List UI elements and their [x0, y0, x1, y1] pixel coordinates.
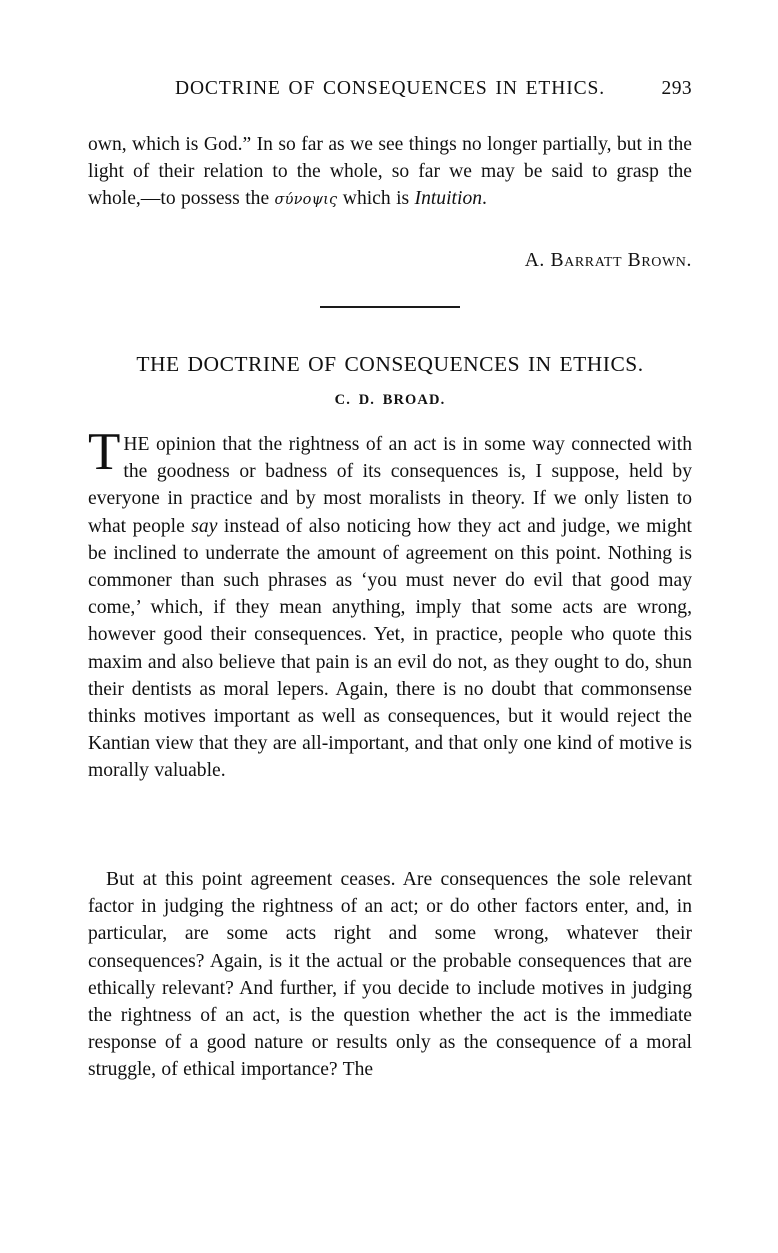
divider-rule — [320, 306, 460, 308]
running-head — [88, 78, 692, 104]
article-byline: C. D. BROAD. — [334, 392, 446, 408]
drop-cap: T — [88, 423, 121, 481]
paragraph-two: But at this point agreement ceases. Are consequences the sole relevant factor in judging the rightness of an act; or do other factors enter, and, in particular, are some acts right and some wrong, whatever their consequences? Again, is it the actual or the probable consequences that are ethically relevant? And further, if you decide to include motives in judging the rightness of an act, is the question whether the act is the immediate response of a good nature or results only as the consequence of a moral struggle, of ethical importance? The — [88, 869, 692, 1081]
italic-term-intuition: Intuition — [414, 188, 483, 210]
section-divider — [88, 306, 692, 308]
greek-term-synopsis: σύνοψις — [274, 192, 338, 209]
page-number: 293 — [661, 78, 692, 99]
previous-article-closing-text — [88, 131, 692, 215]
running-head-title: DOCTRINE OF CONSEQUENCES IN ETHICS. — [174, 78, 606, 99]
closing-paragraph-part3: . — [482, 188, 487, 210]
article-opening-paragraph — [88, 423, 692, 785]
paragraph-one-part2: instead of also noticing how they act and judge, we might be inclined to underrate the amount of agreement on this point. Nothing is commoner than such phrases as ‘you must never do evil that good may come,’ which, if they mean anything, imply that some acts are wrong, however good their consequences. Yet, in practice, people who quote this maxim and also believe that pain is an evil do not, as they ought to do, shun their dentists as moral lepers. Again, there is no doubt that commonsense thinks motives important as well as consequences, but it would reject the Kantian view that they are all-important, and that only one kind of motive is morally valuable. — [88, 515, 692, 782]
article-second-paragraph — [88, 866, 692, 1084]
paragraph-one — [88, 423, 692, 785]
signature-initial: A. — [524, 250, 551, 271]
signature-name: Barratt Brown. — [550, 250, 692, 271]
closing-paragraph — [88, 131, 692, 215]
author-signature — [88, 250, 692, 272]
closing-paragraph-part1: own, which is God.” In so far as we see things no longer partially, but in the light of their relation to the whole, so far we may be said to grasp the whole,—to possess the — [88, 134, 692, 210]
paragraph-one-part1: HE opinion that the rightness of an act is in some way connected with the goodness or badness of its consequences is, I suppose, held by everyone in practice and by most moralists in theory. If we only listen to what people — [88, 434, 692, 537]
closing-paragraph-part2: which is — [337, 188, 415, 210]
italic-word-say: say — [191, 515, 218, 537]
article-title: THE DOCTRINE OF CONSEQUENCES IN ETHICS. — [136, 352, 644, 376]
